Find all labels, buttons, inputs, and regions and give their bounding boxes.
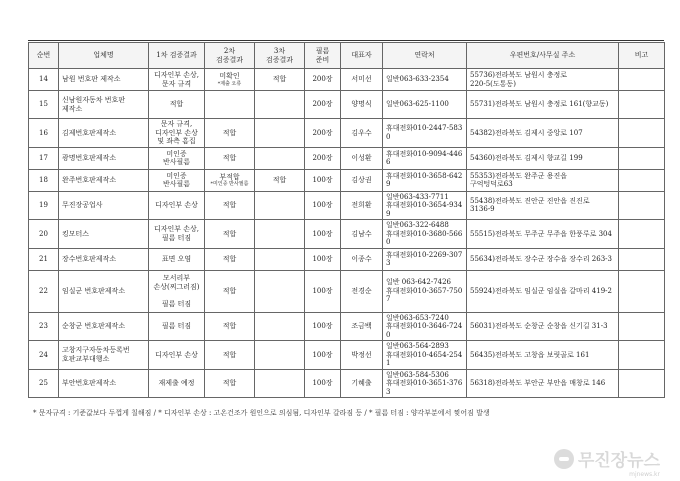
first-check-result: 디자인부 손상 [149,341,205,370]
memo [619,220,665,249]
third-check-result [255,119,305,148]
table-row [29,147,665,169]
company-name: 부안번호판제작소 [59,369,149,398]
row-number: 16 [29,119,59,148]
first-check-result: 디자인부 손상, 문자 규격 [149,69,205,91]
row-number: 21 [29,248,59,270]
table-row [29,341,665,370]
watermark-text: 무진장뉴스 [577,451,660,471]
row-number: 20 [29,220,59,249]
representative: 김상권 [341,169,383,191]
office-address: 55731)전라북도 남원시 충정로 161(향교동) [467,91,619,119]
table-row [29,191,665,220]
second-check-result [205,91,255,119]
table-row [29,119,665,148]
office-address: 56435)전라북도 고창읍 보릿골로 161 [467,341,619,370]
column-header: 3차 검증결과 [255,43,305,69]
representative: 조금백 [341,312,383,341]
memo [619,341,665,370]
contact-info: 일반063-584-5306 휴대전화010-3651-3763 [383,369,467,398]
column-header: 대표자 [341,43,383,69]
representative: 기혜출 [341,369,383,398]
first-check-result: 모서리부 손상(찌그러짐) 필름 터짐 [149,270,205,312]
column-header: 비고 [619,43,665,69]
column-header: 우편번호/사무실 주소 [467,43,619,69]
office-address: 56031)전라북도 순창군 순창읍 신기길 31-3 [467,312,619,341]
row-number: 17 [29,147,59,169]
first-check-result: 디자인부 손상, 필름 터짐 [149,220,205,249]
third-check-result [255,369,305,398]
column-header: 2차 검증결과 [205,43,255,69]
film-count: 200장 [305,69,341,91]
representative: 서미선 [341,69,383,91]
first-check-result: 표면 오염 [149,248,205,270]
office-address: 55736)전라북도 남원시 충정로 220-5(도통동) [467,69,619,91]
third-check-result: 적합 [255,169,305,191]
second-check-note: *제출 오류 [217,80,242,87]
row-number: 14 [29,69,59,91]
contact-info: 일반063-564-2893 휴대전화010-4654-2541 [383,341,467,370]
column-header: 업체명 [59,43,149,69]
representative: 김남수 [341,220,383,249]
table-row [29,220,665,249]
table-row [29,312,665,341]
second-check-note: *미인증 반사필름 [210,181,249,188]
third-check-result [255,220,305,249]
office-address: 55634)전라북도 장수군 장수읍 장수리 263-3 [467,248,619,270]
column-header: 1차 검증결과 [149,43,205,69]
table-body [29,69,665,398]
column-header: 필름 준비 [305,43,341,69]
office-address: 56318)전라북도 부안군 부안읍 매창로 146 [467,369,619,398]
film-count: 100장 [305,169,341,191]
representative: 김우수 [341,119,383,148]
memo [619,312,665,341]
row-number: 23 [29,312,59,341]
office-address: 55515)전라북도 무주군 무주읍 한풍루로 304 [467,220,619,249]
second-check-result: 적합 [205,119,255,148]
film-count: 200장 [305,91,341,119]
table-row [29,270,665,312]
first-check-result: 문자 규격, 디자인부 손상 및 좌측 흠집 [149,119,205,148]
office-address: 54360)전라북도 김제시 향교길 199 [467,147,619,169]
second-check-result: 적합 [205,248,255,270]
watermark-logo-icon [554,449,574,469]
company-name: 김제번호판제작소 [59,119,149,148]
table-header-row [29,43,665,69]
representative: 양명식 [341,91,383,119]
memo [619,191,665,220]
third-check-result [255,91,305,119]
table-row [29,91,665,119]
row-number: 25 [29,369,59,398]
company-name: 광명번호판제작소 [59,147,149,169]
company-name: 완주번호판제작소 [59,169,149,191]
contact-info: 휴대전화010-9094-4466 [383,147,467,169]
second-check-result: 적합 [205,270,255,312]
company-name: 무진장공업사 [59,191,149,220]
watermark-logo [554,446,660,478]
watermark-subtext: mjnews.kr [629,471,660,478]
first-check-result: 미인증 반사필름 [149,147,205,169]
representative: 이종수 [341,248,383,270]
table-row [29,69,665,91]
footnote: * 문자규격 : 기준값보다 두껍게 칠해짐 / * 디자인부 손상 : 고온건조가 원인으로 의심됨, 디자인부 갈라짐 등 / * 필름 터짐 : 양각부분에서 찢어짐 발생 [33,409,490,417]
row-number: 22 [29,270,59,312]
third-check-result [255,248,305,270]
third-check-result [255,147,305,169]
contact-info: 일반063-433-7711 휴대전화010-3654-9349 [383,191,467,220]
row-number: 19 [29,191,59,220]
verification-table [28,42,665,398]
contact-info: 일반063-653-7240 휴대전화010-3646-7240 [383,312,467,341]
film-count: 100장 [305,341,341,370]
contact-info: 휴대전화010-3658-6429 [383,169,467,191]
film-count: 100장 [305,369,341,398]
table-row [29,369,665,398]
company-name: 순창군 번호판제작소 [59,312,149,341]
contact-info: 휴대전화010-2447-5830 [383,119,467,148]
film-count: 100장 [305,220,341,249]
second-check-result: 미확인 *제출 오류 [205,69,255,91]
memo [619,369,665,398]
second-check-result: 적합 [205,369,255,398]
company-name: 임실군 번호판제작소 [59,270,149,312]
representative: 박정선 [341,341,383,370]
film-count: 200장 [305,119,341,148]
first-check-result: 디자인부 손상 [149,191,205,220]
third-check-result [255,270,305,312]
third-check-result [255,191,305,220]
first-check-result: 필름 터짐 [149,312,205,341]
office-address: 55924)전라북도 임실군 임실읍 갈마리 419-2 [467,270,619,312]
first-check-result: 재제출 예정 [149,369,205,398]
table-row [29,169,665,191]
top-rule [28,40,664,41]
memo [619,147,665,169]
film-count: 100장 [305,191,341,220]
contact-info: 휴대전화010-2269-3073 [383,248,467,270]
second-check-result: 부적합 *미인증 반사필름 [205,169,255,191]
column-header: 순번 [29,43,59,69]
second-check-result: 적합 [205,312,255,341]
row-number: 15 [29,91,59,119]
memo [619,169,665,191]
contact-info: 일반063-322-6488 휴대전화010-3680-5660 [383,220,467,249]
office-address: 54382)전라북도 김제시 중앙로 107 [467,119,619,148]
third-check-result: 적합 [255,69,305,91]
row-number: 24 [29,341,59,370]
representative: 전희환 [341,191,383,220]
column-header: 연락처 [383,43,467,69]
first-check-result: 적합 [149,91,205,119]
film-count: 200장 [305,147,341,169]
representative: 전경순 [341,270,383,312]
company-name: 장수번호판제작소 [59,248,149,270]
contact-info: 일반 063-642-7426 휴대전화010-3657-7507 [383,270,467,312]
company-name: 신남원자동차 번호판 제작소 [59,91,149,119]
representative: 이성환 [341,147,383,169]
memo [619,119,665,148]
verification-table-container [28,42,664,398]
memo [619,270,665,312]
company-name: 킹모터스 [59,220,149,249]
film-count: 100장 [305,312,341,341]
company-name: 고창지구자동차등록번 호판교부대행소 [59,341,149,370]
contact-info: 일반063-625-1100 [383,91,467,119]
memo [619,69,665,91]
second-check-result: 적합 [205,147,255,169]
contact-info: 일반063-633-2354 [383,69,467,91]
table-row [29,248,665,270]
row-number: 18 [29,169,59,191]
third-check-result [255,341,305,370]
film-count: 100장 [305,270,341,312]
second-check-result: 적합 [205,341,255,370]
third-check-result [255,312,305,341]
second-check-result: 적합 [205,191,255,220]
memo [619,248,665,270]
company-name: 남원 번호판 제작소 [59,69,149,91]
office-address: 55353)전라북도 완주군 용진읍 구억텅덕로63 [467,169,619,191]
second-check-result: 적합 [205,220,255,249]
film-count: 100장 [305,248,341,270]
first-check-result: 미인증 반사필름 [149,169,205,191]
memo [619,91,665,119]
office-address: 55438)전라북도 진안군 진안읍 진진로 3136-9 [467,191,619,220]
